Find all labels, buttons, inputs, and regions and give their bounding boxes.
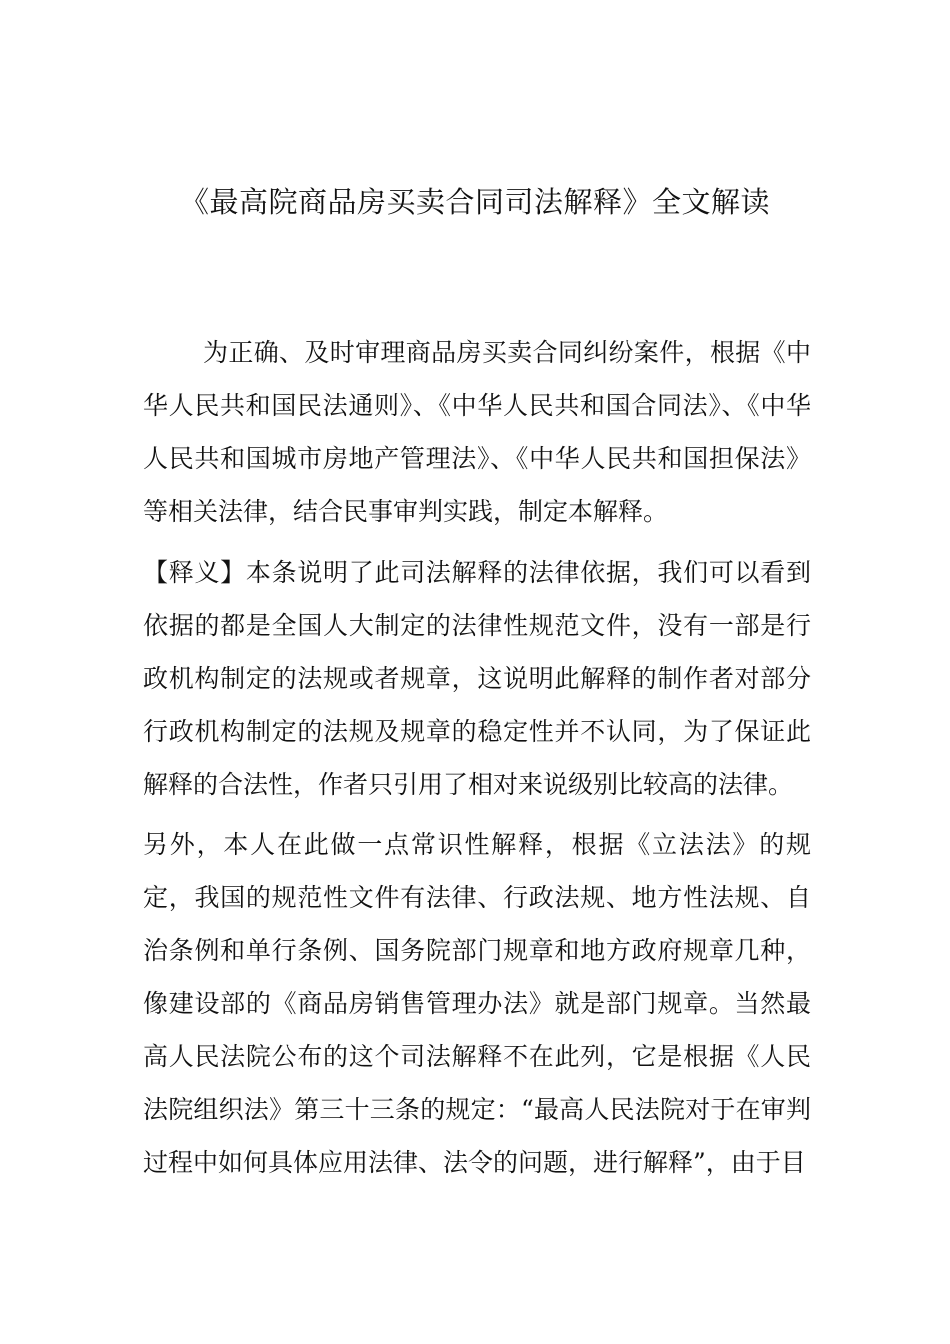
paragraph-explanation: 另外，本人在此做一点常识性解释，根据《立法法》的规定，我国的规范性文件有法律、行政法规、地方性法规、自治条例和单行条例、国务院部门规章和地方政府规章几种，像建设部的《商品房销售管理办法》就是部门规章。当然最高人民法院公布的这个司法解释不在此列，它是根据《人民法院组织法》第三十三条的规定：“最高人民法院对于在审判过程中如何具体应用法律、法令的问题，进行解释”，由于目 bbox=[143, 830, 811, 1177]
paragraph-preamble: 为正确、及时审理商品房买卖合同纠纷案件，根据《中华人民共和国民法通则》、《中华人民共和国合同法》、《中华人民共和国城市房地产管理法》、《中华人民共和国担保法》等相关法律，结合民事审判实践，制定本解释。 bbox=[143, 338, 811, 526]
paragraph-interpretation: 【释义】本条说明了此司法解释的法律依据，我们可以看到依据的都是全国人大制定的法律性规范文件，没有一部是行政机构制定的法规或者规章，这说明此解释的制作者对部分行政机构制定的法规及规章的稳定性并不认同，为了保证此解释的合法性，作者只引用了相对来说级别比较高的法律。 bbox=[143, 558, 811, 799]
document-title: 《最高院商品房买卖合同司法解释》全文解读 bbox=[179, 185, 770, 219]
